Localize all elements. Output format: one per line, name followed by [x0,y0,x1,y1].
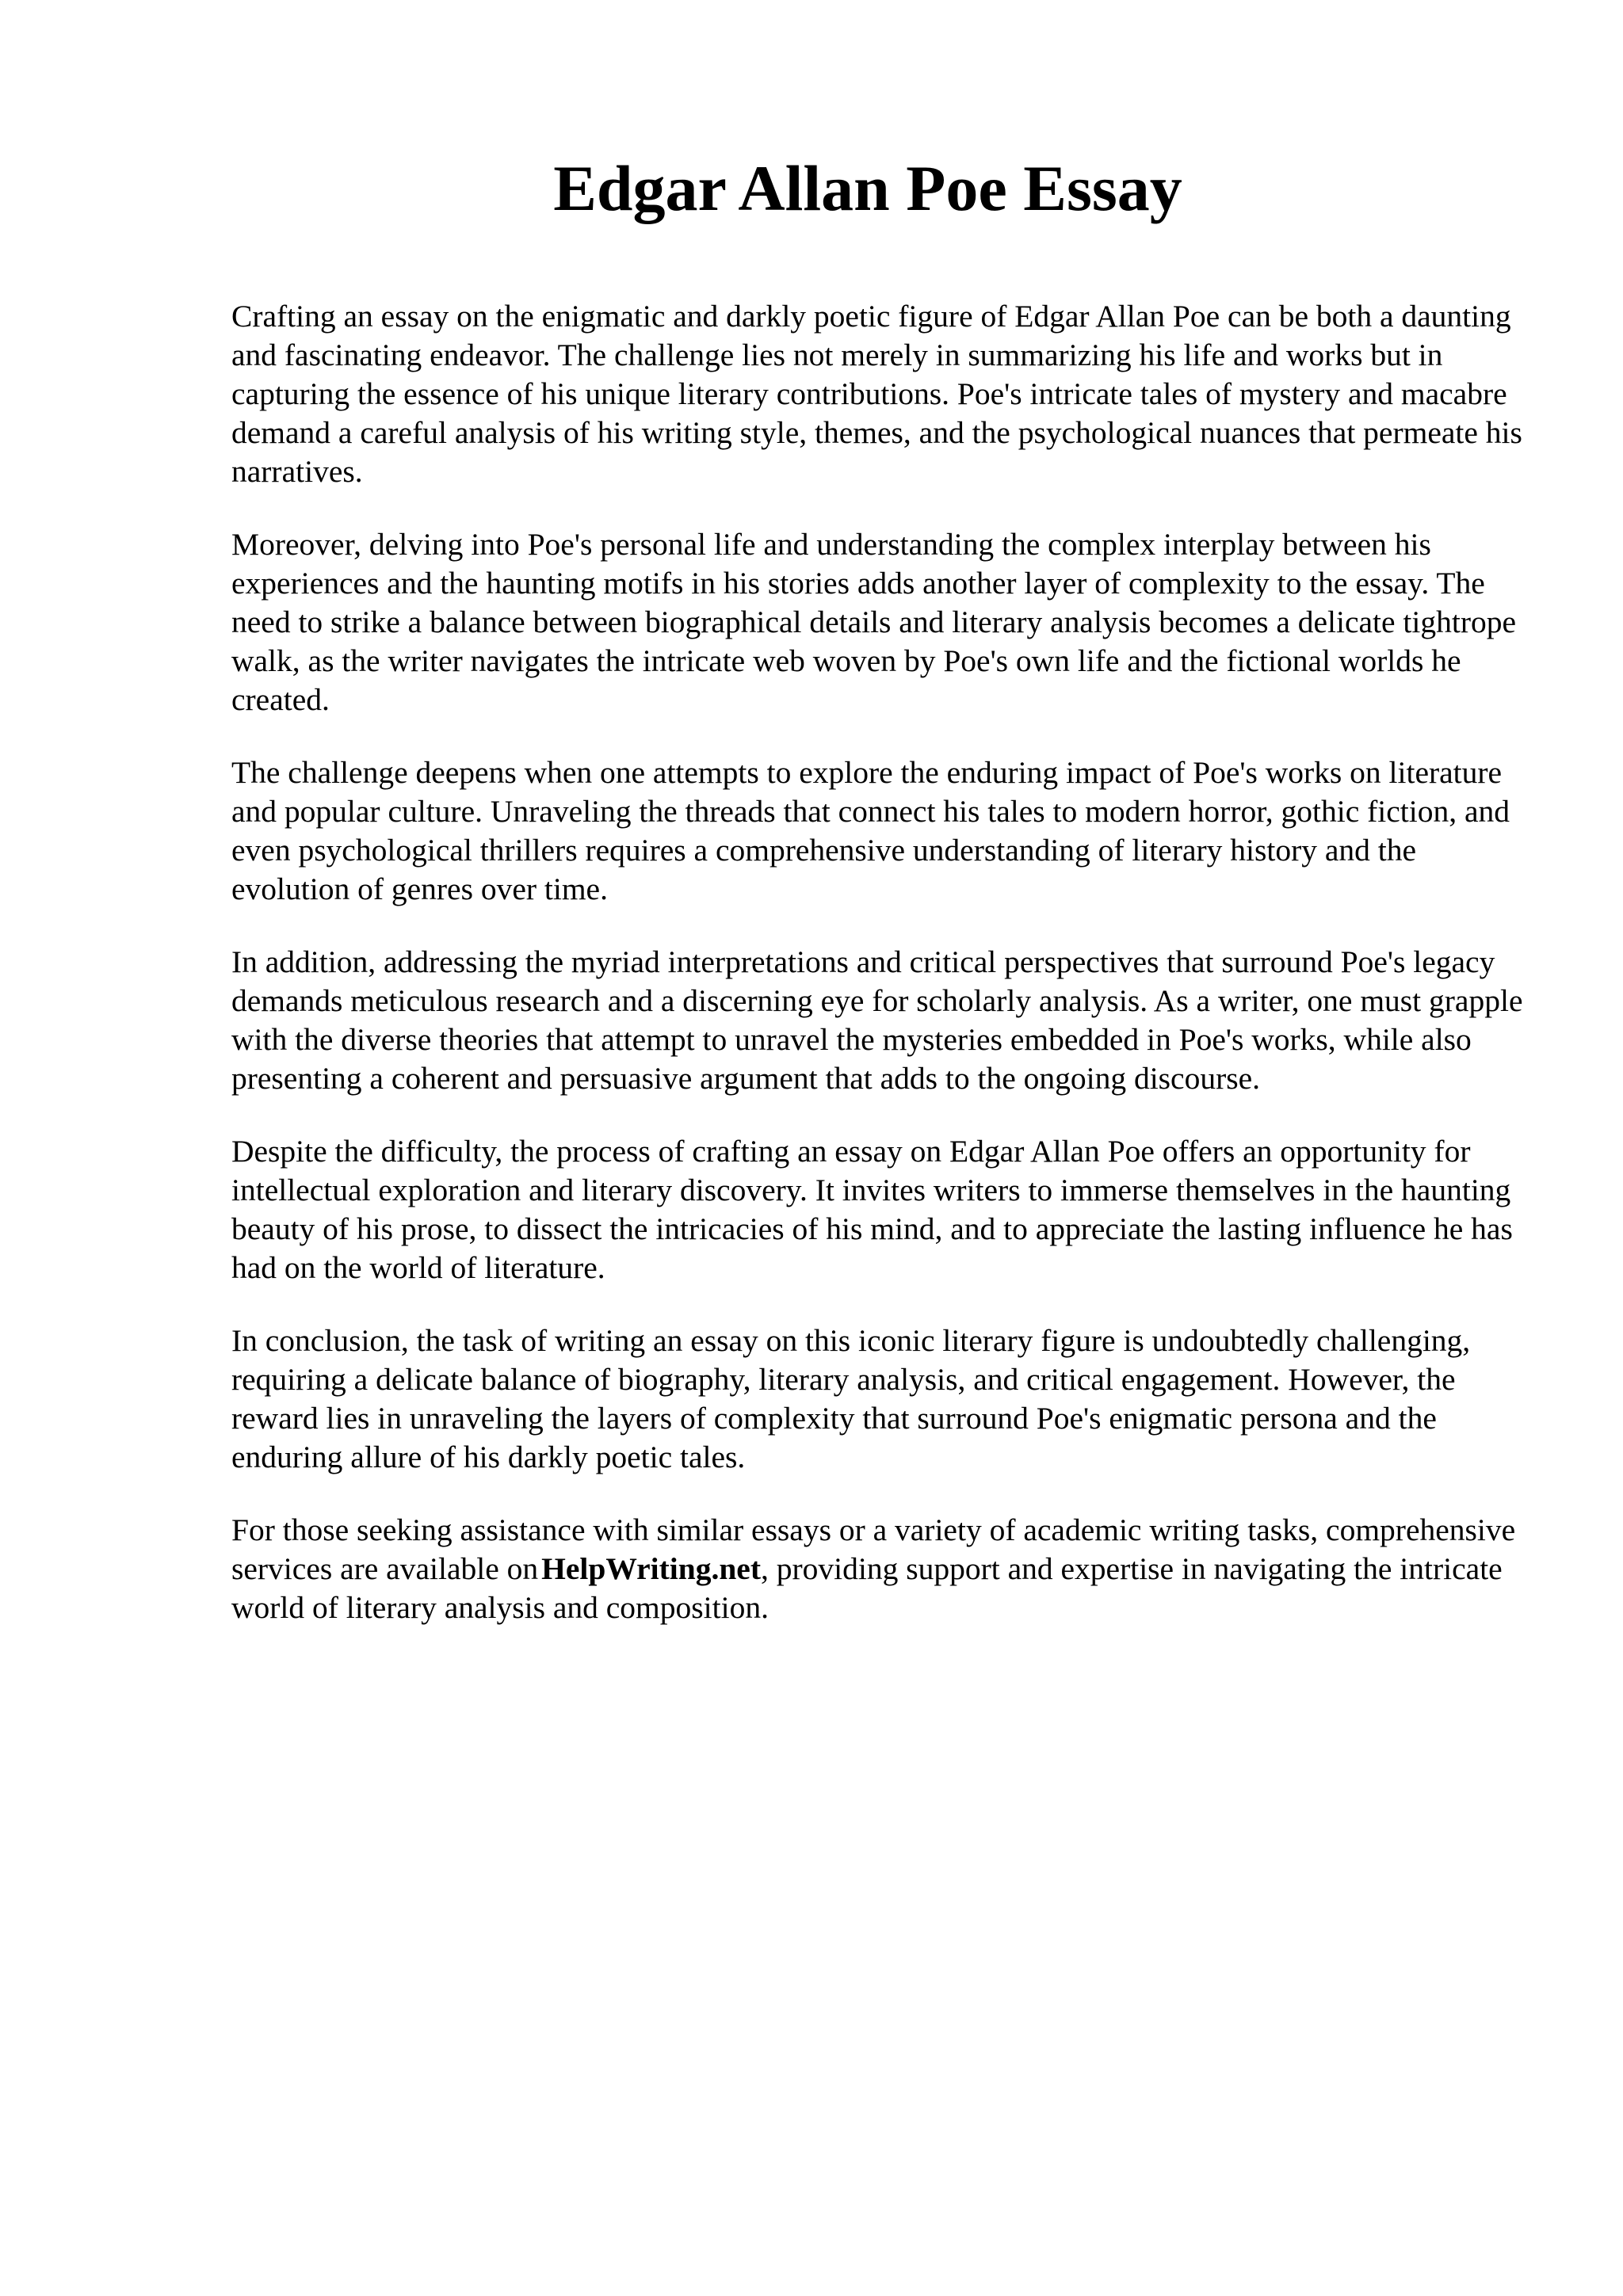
page-title: Edgar Allan Poe Essay [553,152,1182,224]
paragraph-2: Moreover, delving into Poe's personal life and understanding the complex interplay between his experiences and the haunting motifs in his stories adds another layer of complexity to the essay. The need to strike a balance between biographical details and literary analysis becomes a delicate tightrope walk, as the writer navigates the intricate web woven by Poe's own life and the fictional worlds he created. [231,527,1517,717]
closing-text-before-link: For those seeking assistance with similar essays or a variety of academic writing tasks, comprehensive services are available on [231,1512,1516,1586]
paragraph-1: Crafting an essay on the enigmatic and darkly poetic figure of Edgar Allan Poe can be both a daunting and fascinating endeavor. The challenge lies not merely in summarizing his life and works but in capturing the essence of his unique literary contributions. Poe's intricate tales of mystery and macabre demand a careful analysis of his writing style, themes, and the psychological nuances that permeate his narratives. [231,299,1522,489]
paragraph-3: The challenge deepens when one attempts to explore the enduring impact of Poe's works on literature and popular culture. Unraveling the threads that connect his tales to modern horror, gothic fiction, and even psychological thrillers requires a comprehensive understanding of literary history and the evolution of genres over time. [231,755,1510,906]
helpwriting-link[interactable]: HelpWriting.net [541,1551,761,1586]
paragraph-6: In conclusion, the task of writing an essay on this iconic literary figure is undoubtedly challenging, requiring a delicate balance of biography, literary analysis, and critical engagement. However, the reward lies in unraveling the layers of complexity that surround Poe's enigmatic persona and the enduring allure of his darkly poetic tales. [231,1323,1471,1474]
paragraph-4: In addition, addressing the myriad interpretations and critical perspectives that surround Poe's legacy demands meticulous research and a discerning eye for scholarly analysis. As a writer, one must grapple with the diverse theories that attempt to unravel the mysteries embedded in Poe's works, while also presenting a coherent and persuasive argument that adds to the ongoing discourse. [231,944,1523,1096]
closing-text-after-link: , providing support and expertise in navigating the intricate world of literary analysis and composition. [231,1551,1503,1625]
closing-paragraph [231,1511,1531,1627]
essay-body [231,297,1531,1661]
paragraph-5: Despite the difficulty, the process of crafting an essay on Edgar Allan Poe offers an opportunity for intellectual exploration and literary discovery. It invites writers to immerse themselves in the haunting beauty of his prose, to dissect the intricacies of his mind, and to appreciate the lasting influence he has had on the world of literature. [231,1134,1513,1285]
